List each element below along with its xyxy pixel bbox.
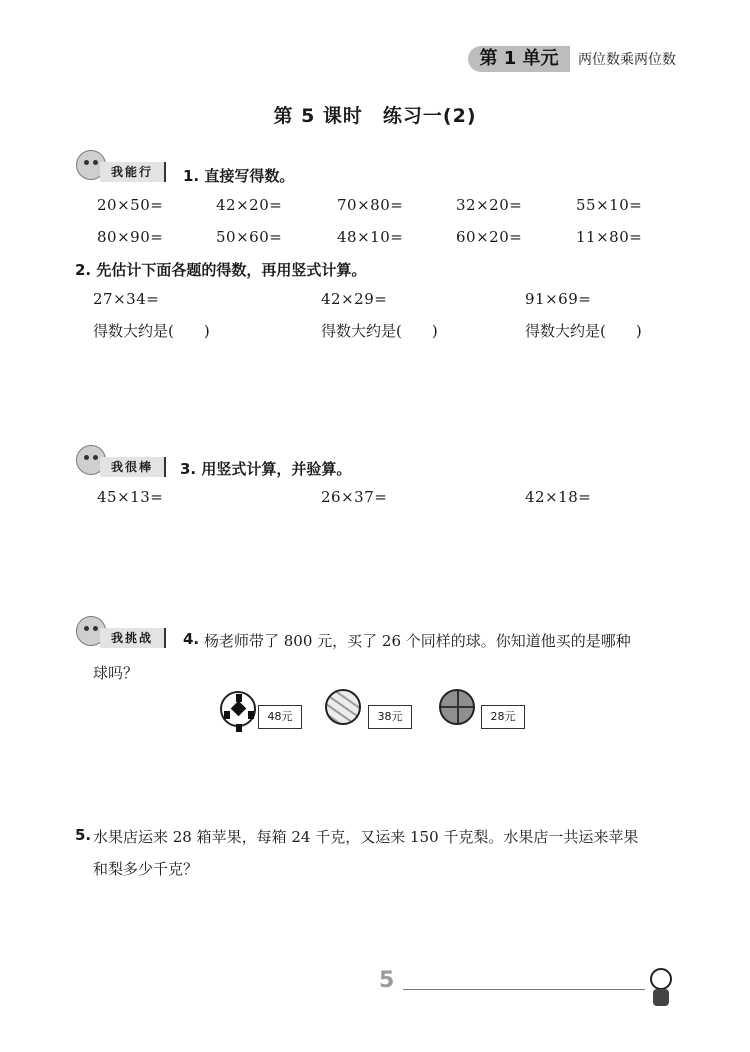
q3-expr: 42×18= [525, 488, 592, 506]
q1-expr: 32×20= [456, 196, 523, 214]
q5-line2: 和梨多少千克？ [93, 860, 199, 878]
q4-number: 4. [183, 630, 200, 648]
badge-label: 我很棒 [100, 457, 166, 477]
volleyball-icon [325, 689, 361, 725]
estimate-label: 得数大约是( ) [321, 322, 438, 340]
q1-expr: 48×10= [337, 228, 404, 246]
q5-line1: 水果店运来 28 箱苹果，每箱 24 千克，又运来 150 千克梨。水果店一共运来苹果 [93, 828, 639, 846]
soccer-ball-icon [220, 691, 256, 727]
q3-expr: 26×37= [321, 488, 388, 506]
q4-line1: 杨老师带了 800 元，买了 26 个同样的球。你知道他买的是哪种 [204, 632, 631, 650]
q3-heading: 3. 用竖式计算，并验算。 [180, 460, 352, 478]
unit-label: 第 1 单元 [468, 46, 570, 72]
q1-expr: 50×60= [216, 228, 283, 246]
q1-heading: 1. 直接写得数。 [183, 167, 295, 185]
q1-expr: 80×90= [97, 228, 164, 246]
q3-expr: 45×13= [97, 488, 164, 506]
q2-expr: 27×34= [93, 290, 160, 308]
price-tag: 38元 [368, 705, 412, 729]
q1-expr: 55×10= [576, 196, 643, 214]
page-number: 5 [379, 968, 395, 993]
badge-challenge [76, 616, 172, 650]
badge-label: 我挑战 [100, 628, 166, 648]
price-tag: 48元 [258, 705, 302, 729]
price-tag: 28元 [481, 705, 525, 729]
estimate-label: 得数大约是( ) [525, 322, 642, 340]
q1-expr: 42×20= [216, 196, 283, 214]
unit-topic: 两位数乘两位数 [578, 52, 676, 68]
q1-expr: 11×80= [576, 228, 643, 246]
q1-expr: 70×80= [337, 196, 404, 214]
footer-divider [403, 989, 645, 990]
badge-i-can [76, 150, 172, 184]
q1-expr: 20×50= [97, 196, 164, 214]
badge-label: 我能行 [100, 162, 166, 182]
q2-expr: 42×29= [321, 290, 388, 308]
page-title: 第 5 课时 练习一(2) [273, 105, 477, 127]
q1-expr: 60×20= [456, 228, 523, 246]
q2-expr: 91×69= [525, 290, 592, 308]
basketball-icon [439, 689, 475, 725]
q2-heading: 2. 先估计下面各题的得数，再用竖式计算。 [75, 261, 367, 279]
footer-mascot-icon [646, 968, 676, 1008]
q4-line2: 球吗？ [93, 664, 139, 682]
q5-number: 5. [75, 826, 92, 844]
estimate-label: 得数大约是( ) [93, 322, 210, 340]
badge-very-good [76, 445, 172, 479]
